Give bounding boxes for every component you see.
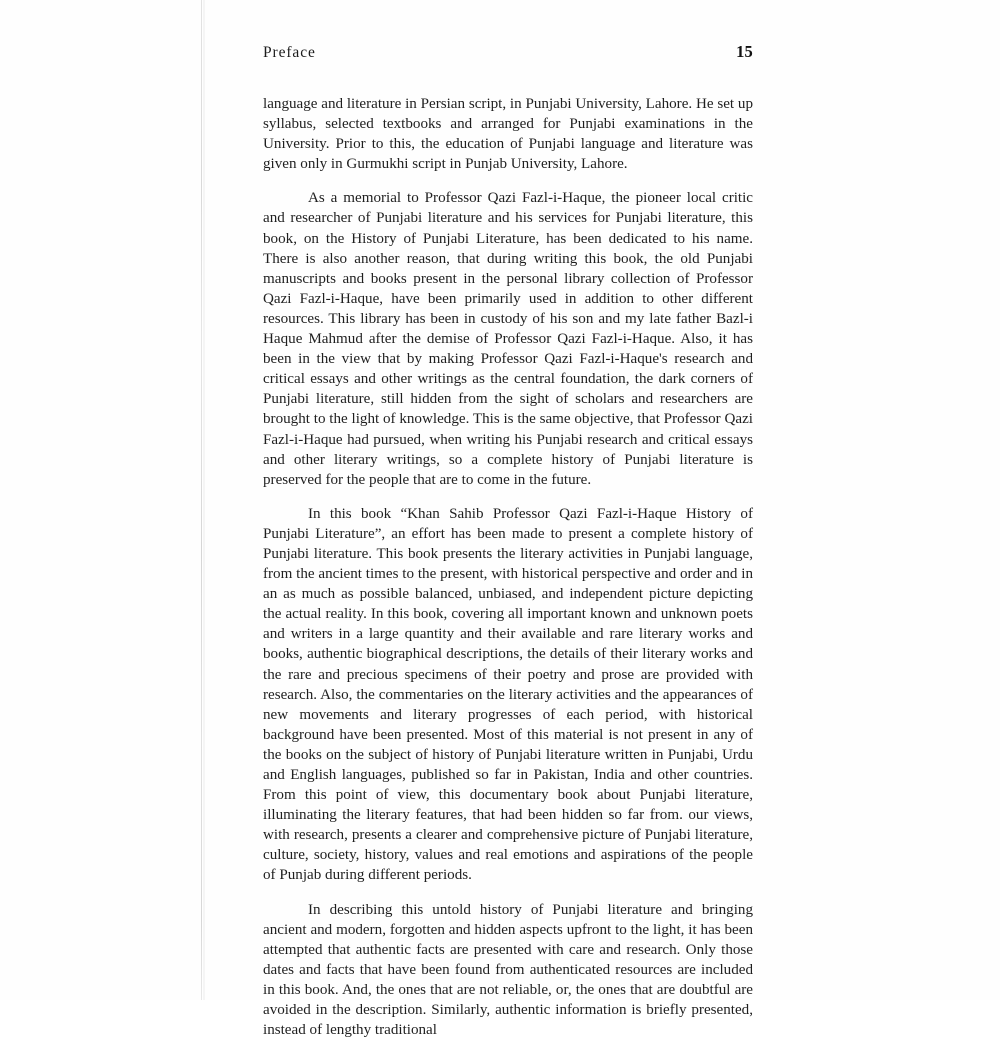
paragraph: In describing this untold history of Punjabi literature and bringing ancient and modern, forgotten and hidden aspects upfront to the light, it has been attempted that authentic facts are presented with care and research. Only those dates and facts that have been found from authenticated resources are included in this book. And, the ones that are not reliable, or, the ones that are doubtful are avoided in the description. Similarly, authentic information is briefly presented, instead of lengthy traditional bbox=[263, 901, 753, 1039]
running-head bbox=[263, 42, 753, 66]
page-number: 15 bbox=[736, 42, 753, 61]
scan-gutter-artifact-soft bbox=[203, 0, 205, 1000]
scan-gutter-artifact bbox=[201, 0, 202, 1000]
running-head-section: Preface bbox=[263, 44, 316, 61]
paragraph: language and literature in Persian script, in Punjabi University, Lahore. He set up syllabus, selected textbooks and arranged for Punjabi examinations in the University. Prior to this, the education of Punjabi language and literature was given only in Gurmukhi script in Punjab University, Lahore. bbox=[263, 96, 753, 173]
body-copy bbox=[263, 94, 753, 1040]
paragraph: As a memorial to Professor Qazi Fazl-i-Haque, the pioneer local critic and researcher of Punjabi literature and his services for Punjabi literature, this book, on the History of Punjabi Literature, has been dedicated to his name. There is also another reason, that during writing this book, the old Punjabi manuscripts and books present in the personal library collection of Professor Qazi Fazl-i-Haque, have been primarily used in addition to other different resources. This library has been in custody of his son and my late father Bazl-i Haque Mahmud after the demise of Professor Qazi Fazl-i-Haque. Also, it has been in the view that by making Professor Qazi Fazl-i-Haque's research and critical essays and other writings as the central foundation, the dark corners of Punjabi literature, still hidden from the sight of scholars and researchers are brought to the light of knowledge. This is the same objective, that Professor Qazi Fazl-i-Haque had pursued, when writing his Punjabi research and critical essays and other literary writings, so a complete history of Punjabi literature is preserved for the people that are to come in the future. bbox=[263, 190, 753, 488]
text-column bbox=[263, 42, 753, 1040]
paragraph: In this book “Khan Sahib Professor Qazi Fazl-i-Haque History of Punjabi Literature”, an effort has been made to present a complete history of Punjabi literature. This book presents the literary activities in Punjabi language, from the ancient times to the present, with historical perspective and order and in an as much as possible balanced, unbiased, and independent picture depicting the actual reality. In this book, covering all important known and unknown poets and writers in a large quantity and their available and rare literary works and books, authentic biographical descriptions, the details of their literary works and the rare and precious specimens of their poetry and prose are provided with research. Also, the commentaries on the literary activities and the appearances of new movements and literary progresses of each period, with historical background have been presented. Most of this material is not present in any of the books on the subject of history of Punjabi literature written in Punjabi, Urdu and English languages, published so far in Pakistan, India and other countries. From this point of view, this documentary book about Punjabi literature, illuminating the literary features, that had been hidden so far from. our views, with research, presents a clearer and comprehensive picture of Punjabi literature, culture, society, history, values and real emotions and aspirations of the people of Punjab during different periods. bbox=[263, 505, 753, 884]
